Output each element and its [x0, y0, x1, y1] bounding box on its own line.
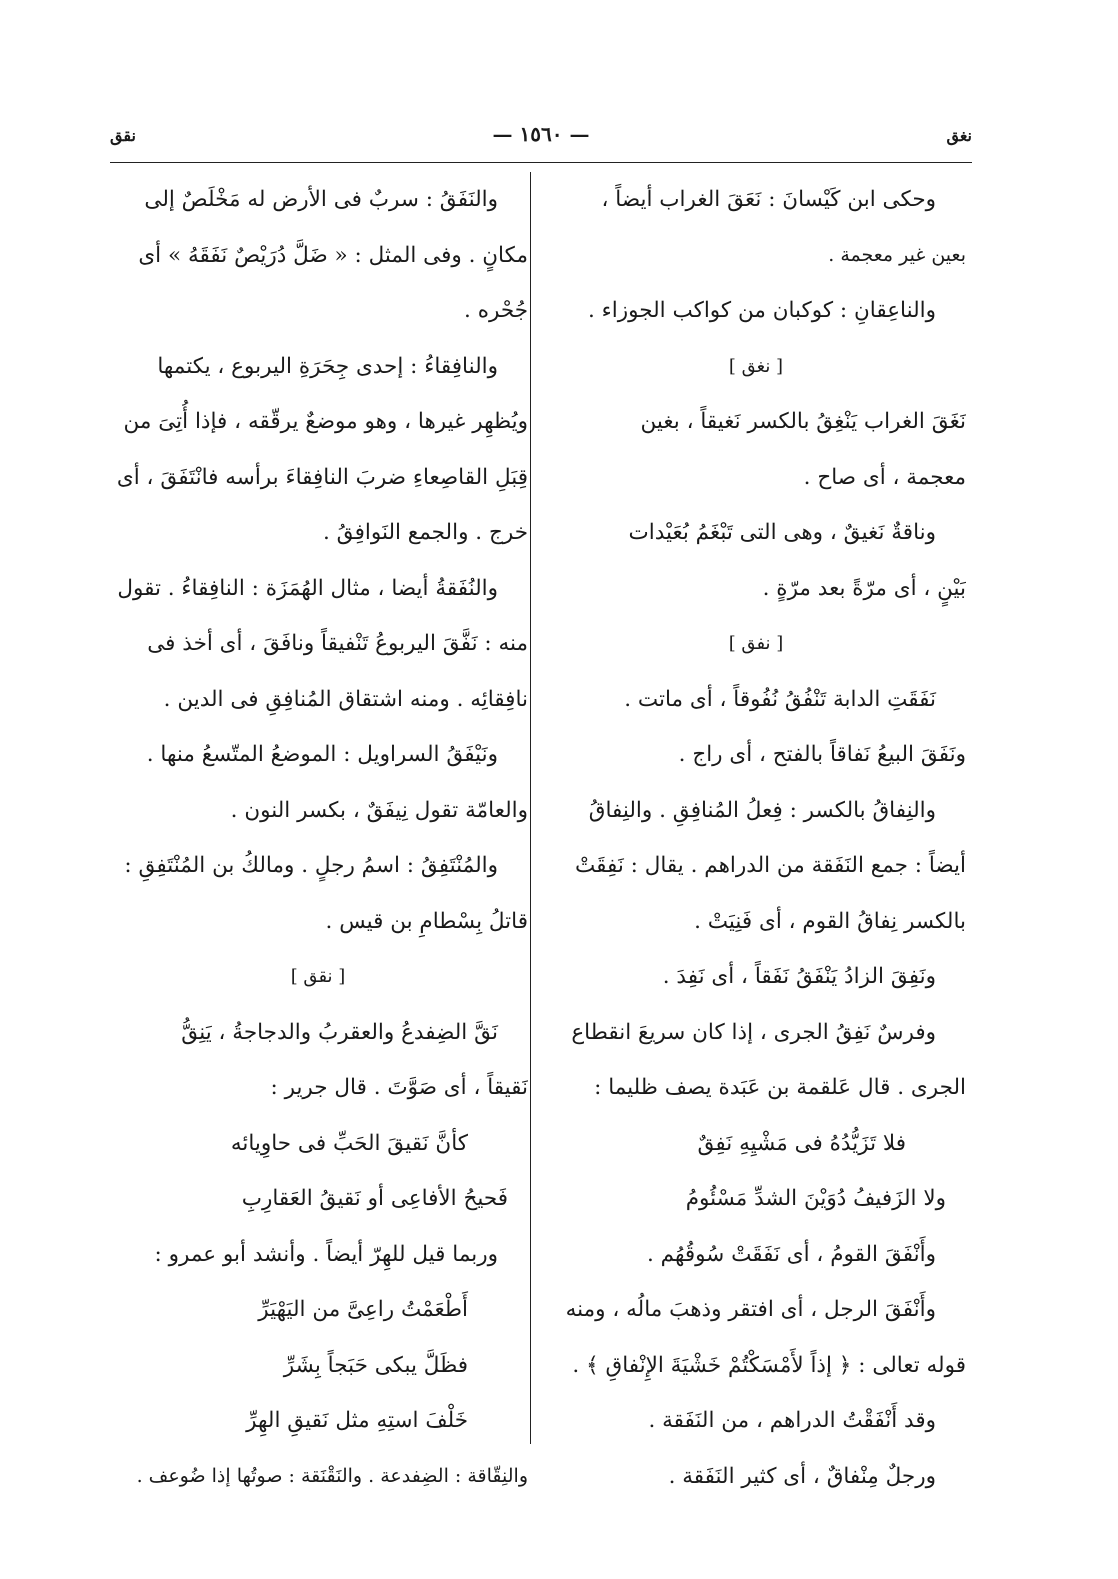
text-line: وقد أَنْفَقْتُ الدراهم ، من النَفَقة .: [648, 1408, 936, 1433]
entry-heading: [ نقق ]: [290, 966, 346, 987]
text-line: قِبَلِ القاصِعاءِ ضربَ النافِقاءَ برأسه فانْتَفَقَ ، أى: [116, 464, 528, 490]
text-line: وفرسٌ نَفِقُ الجرى ، إذا كان سريعَ انقطاع: [571, 1019, 936, 1045]
text-line: نَقَّ الضِفدعُ والعقربُ والدجاجةُ ، يَنِقُّ: [181, 1019, 498, 1045]
header-catchword-right: نغق: [946, 126, 972, 145]
text-line: أَطْعَمْتُ راعِىَّ من اليَهْيَرِّ: [258, 1297, 468, 1322]
text-line: وحكى ابن كَيْسانَ : نَعَقَ الغراب أيضاً ،: [601, 187, 936, 212]
text-line: والعامّة تقول نِيفَقٌ ، بكسر النون .: [230, 797, 528, 823]
text-line: منه : نَفَّقَ اليربوعُ تَنْفيقاً ونافَقَ ، أى أخذ فى: [147, 631, 528, 656]
text-line: وأَنْفَقَ الرجل ، أى افتقر وذهبَ مالُه ، ومنه: [565, 1297, 936, 1322]
text-line: نافِقائِه . ومنه اشتقاق المُنافِقِ فى الدين .: [163, 686, 528, 712]
text-line: قاتلُ بِسْطامِ بن قيس .: [325, 908, 528, 934]
text-line: أيضاً : جمع النَفَقة من الدراهم . يقال : نَفِقَتْ: [574, 853, 966, 878]
text-line: نَقيقاً ، أى صَوَّتَ . قال جرير :: [270, 1075, 528, 1100]
text-line: ونَيْفَقُ السراويل : الموضعُ المتّسعُ منها .: [146, 742, 498, 767]
right-column: [546, 172, 966, 1489]
text-line: ويُظهِر غيرها ، وهو موضعٌ يرقّقه ، فإذا أُتِىَ من: [123, 409, 528, 434]
text-line: وأَنْفَقَ القومُ ، أى نَفَقَتْ سُوقُهُم .: [646, 1241, 936, 1267]
text-line: بعين غير معجمة .: [828, 243, 966, 266]
text-line: فلا تَزَيُّدُهُ فى مَشْيِهِ نَفِقٌ: [697, 1130, 906, 1156]
text-line: نَغَقَ الغراب يَنْغِقُ بالكسر نَغيقاً ، بغين: [640, 409, 966, 434]
text-line: قوله تعالى : ﴿ إذاً لأَمْسَكْتُمْ خَشْيَةَ الإِنْفاقِ ﴾ .: [572, 1352, 966, 1378]
page-header: [110, 118, 972, 158]
text-line: والناعِقانِ : كوكبان من كواكب الجوزاء .: [588, 298, 936, 323]
text-line: ولا الزَفيفُ دُوَيْنَ الشدِّ مَسْئُومُ: [685, 1186, 946, 1211]
text-line: بالكسر نِفاقُ القوم ، أى فَنِيَتْ .: [694, 908, 966, 934]
entry-heading: [ نفق ]: [728, 633, 784, 654]
text-line: ونَفِقَ الزادُ يَنْفَقُ نَفَقاً ، أى نَفِدَ .: [662, 964, 936, 989]
text-line: ورجلٌ مِنْفاقٌ ، أى كثير النَفَقة .: [668, 1463, 936, 1489]
text-line: بَيْنٍ ، أى مرّةً بعد مرّةٍ .: [762, 575, 966, 601]
text-line: والنَفَقُ : سربٌ فى الأرض له مَخْلَصٌ إلى: [144, 187, 498, 212]
text-line: وناقةٌ نَغيقٌ ، وهى التى تَبْغَمُ بُعَيْدات: [628, 520, 936, 545]
text-line: والنافِقاءُ : إحدى جِحَرَةِ اليربوع ، يكتمها: [157, 353, 498, 379]
text-line: ونَفَقَ البيعُ نَفاقاً بالفتح ، أى راج .: [678, 742, 966, 767]
entry-heading: [ نغق ]: [728, 355, 784, 377]
text-line: خَلْفَ استِهِ مثل نَقيقِ الهِرِّ: [246, 1408, 468, 1433]
text-line: فَحيحُ الأفاعِى أو نَقيقُ العَقارِبِ: [241, 1186, 508, 1211]
left-column: [108, 172, 528, 1487]
text-line: والنُفَقةُ أيضا ، مثال الهُمَزَة : النافِقاءُ . تقول: [117, 575, 498, 601]
text-line: نَفَقَتِ الدابة تَنْفُقُ نُفُوقاً ، أى ماتت .: [624, 686, 936, 712]
header-rule: [110, 162, 972, 163]
text-line: خرج . والجمع النَوافِقُ .: [323, 520, 528, 545]
text-line: جُحْره .: [464, 298, 528, 323]
text-line: مكانٍ . وفى المثل : « ضَلَّ دُرَيْصٌ نَفَقَهُ » أى: [138, 242, 528, 268]
page-number: — ١٥٦٠ —: [492, 122, 590, 146]
text-line: وربما قيل للهِرّ أيضاً . وأنشد أبو عمرو :: [154, 1241, 498, 1267]
column-divider: [530, 172, 531, 1444]
text-line: فظَلَّ يبكى حَبَجاً بِشَرِّ: [283, 1352, 468, 1378]
text-line: والنِقّاقة : الضِفدعة . والنَقْنَقة : صوتُها إذا ضُوعف .: [136, 1464, 528, 1487]
text-line: الجرى . قال عَلقمة بن عَبَدة يصف ظليما :: [594, 1075, 966, 1100]
text-line: كأنَّ نَقيقَ الحَبِّ فى حاوِيائه: [230, 1130, 468, 1156]
text-line: والمُنْتَفِقُ : اسمُ رجلٍ . ومالكُ بن المُنْتَفِقِ :: [124, 853, 498, 878]
text-line: معجمة ، أى صاح .: [803, 464, 966, 490]
header-catchword-left: نقق: [110, 126, 136, 145]
text-line: والنِفاقُ بالكسر : فِعلُ المُنافِقِ . والنِفاقُ: [588, 797, 936, 823]
